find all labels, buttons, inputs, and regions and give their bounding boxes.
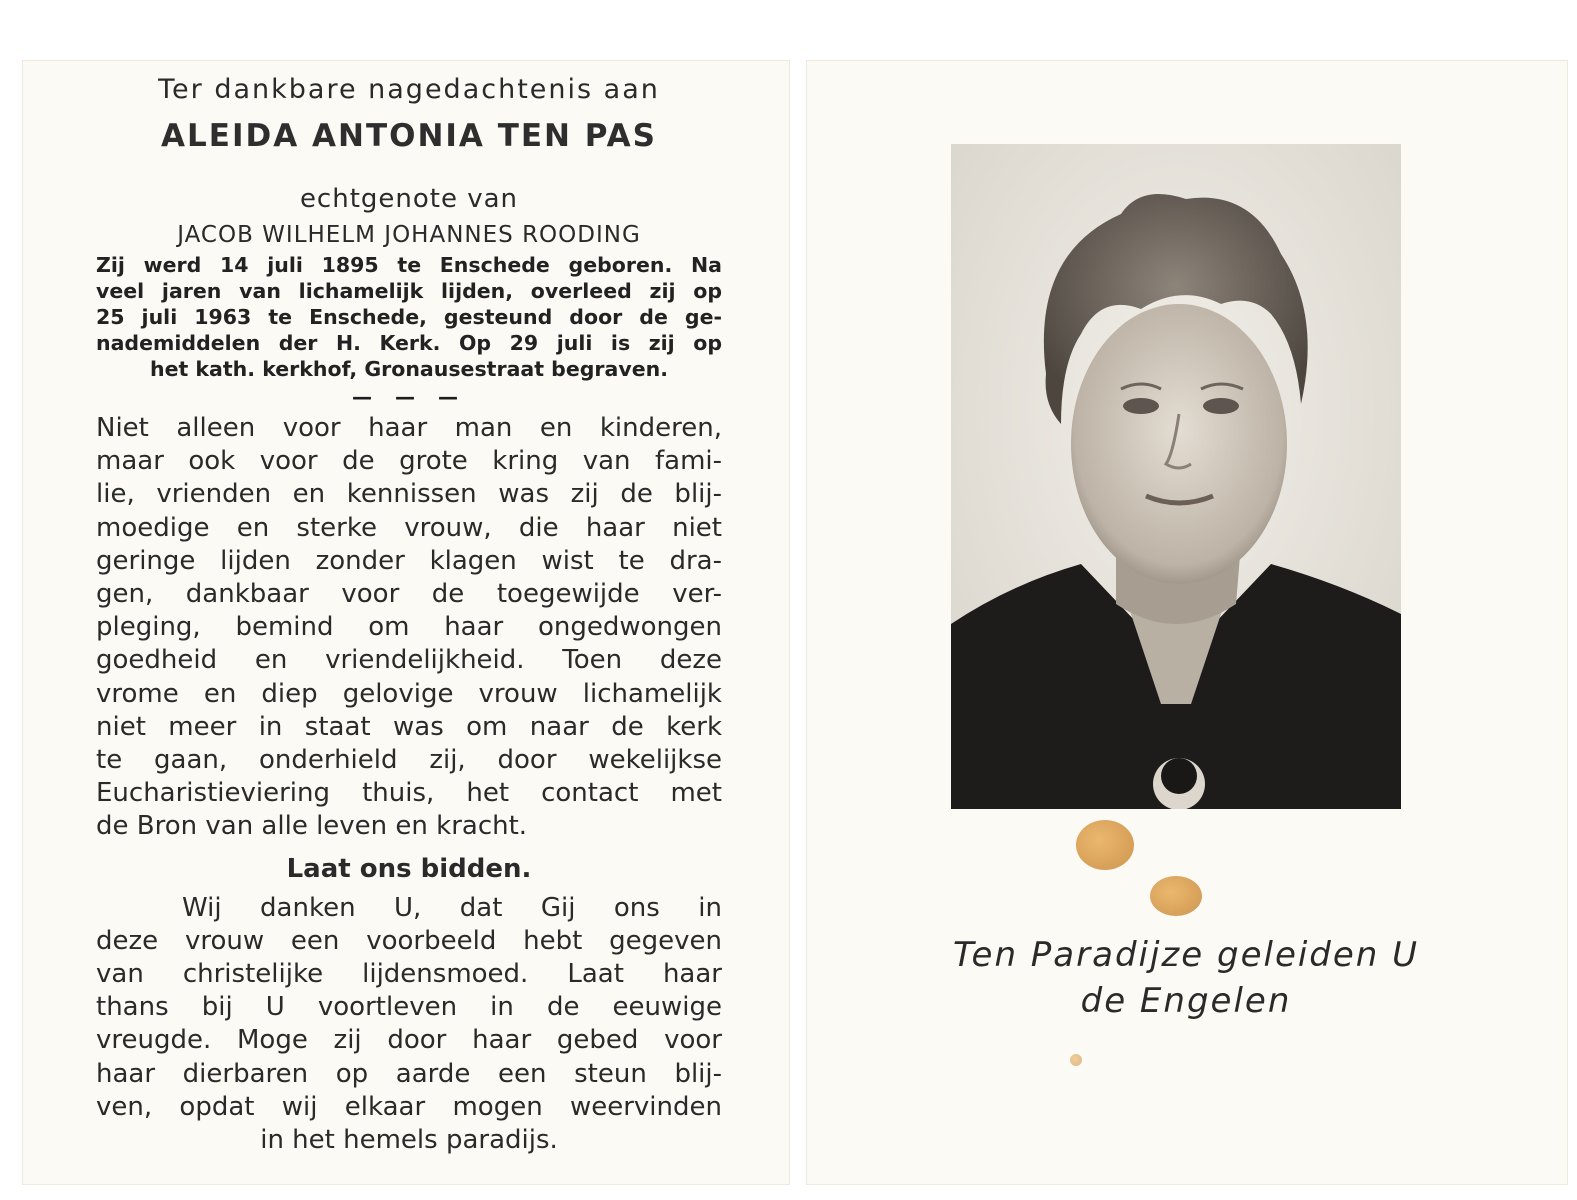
tribute-line: maar ook voor de grote kring van fami- <box>96 446 722 477</box>
brooch <box>1161 758 1197 794</box>
age-stain <box>1150 876 1202 916</box>
portrait-card <box>806 60 1568 1185</box>
face <box>1071 304 1287 584</box>
portrait-photo <box>951 144 1401 809</box>
bio-line: veel jaren van lichamelijk lijden, overleed zij op <box>96 279 722 303</box>
prayer-paragraph <box>96 892 722 1158</box>
tribute-paragraph <box>96 412 722 844</box>
tribute-line: vrome en diep gelovige vrouw lichamelijk <box>96 678 722 709</box>
deceased-name: ALEIDA ANTONIA TEN PAS <box>161 118 657 154</box>
tribute-line: lie, vrienden en kennissen was zij de blij- <box>96 479 722 510</box>
tribute-line: te gaan, onderhield zij, door wekelijkse <box>96 745 722 776</box>
age-stain <box>1070 1054 1082 1066</box>
tribute-line: Eucharistieviering thuis, het contact met <box>96 778 722 809</box>
prayer-line: vreugde. Moge zij door haar gebed voor <box>96 1025 722 1056</box>
memorial-text-column <box>96 70 722 1157</box>
caption <box>896 932 1476 1024</box>
section-separator: — — — <box>352 385 466 409</box>
prayer-line: haar dierbaren op aarde een steun blij- <box>96 1058 722 1089</box>
prayer-line: thans bij U voortleven in de eeuwige <box>96 992 722 1023</box>
prayer-line: ven, opdat wij elkaar mogen weervinden <box>96 1091 722 1122</box>
intro-line: Ter dankbare nagedachtenis aan <box>158 74 660 105</box>
caption-line: Ten Paradijze geleiden U <box>952 935 1420 975</box>
left-eye <box>1123 398 1159 414</box>
prayer-title: Laat ons bidden. <box>286 853 532 884</box>
prayer-line: deze vrouw een voorbeeld hebt gegeven <box>96 925 722 956</box>
bio-line: 25 juli 1963 te Enschede, gesteund door de ge- <box>96 305 722 329</box>
tribute-line: gen, dankbaar voor de toegewijde ver- <box>96 579 722 610</box>
prayer-line: van christelijke lijdensmoed. Laat haar <box>96 959 722 990</box>
tribute-line: de Bron van alle leven en kracht. <box>96 811 528 842</box>
tribute-line: Niet alleen voor haar man en kinderen, <box>96 413 722 443</box>
prayer-line: in het hemels paradijs. <box>260 1125 558 1156</box>
biography-paragraph <box>96 252 722 382</box>
bio-line: nademiddelen der H. Kerk. Op 29 juli is zij op <box>96 331 722 355</box>
tribute-line: moedige en sterke vrouw, die haar niet <box>96 512 722 543</box>
right-eye <box>1203 398 1239 414</box>
tribute-line: pleging, bemind om haar ongedwongen <box>96 612 722 643</box>
memorial-text-card <box>22 60 790 1185</box>
tribute-line: geringe lijden zonder klagen wist te dra- <box>96 545 722 576</box>
age-stain <box>1076 820 1134 870</box>
tribute-line: niet meer in staat was om naar de kerk <box>96 711 722 742</box>
portrait-illustration <box>951 144 1401 809</box>
prayer-line: Wij danken U, dat Gij ons in <box>182 892 722 923</box>
spouse-name: JACOB WILHELM JOHANNES ROODING <box>177 222 641 248</box>
bio-line: het kath. kerkhof, Gronausestraat begraven. <box>149 357 669 381</box>
tribute-line: goedheid en vriendelijkheid. Toen deze <box>96 645 722 676</box>
caption-line: de Engelen <box>1080 981 1292 1021</box>
spouse-intro: echtgenote van <box>299 184 519 214</box>
bio-line: Zij werd 14 juli 1895 te Enschede geboren. Na <box>96 253 722 277</box>
